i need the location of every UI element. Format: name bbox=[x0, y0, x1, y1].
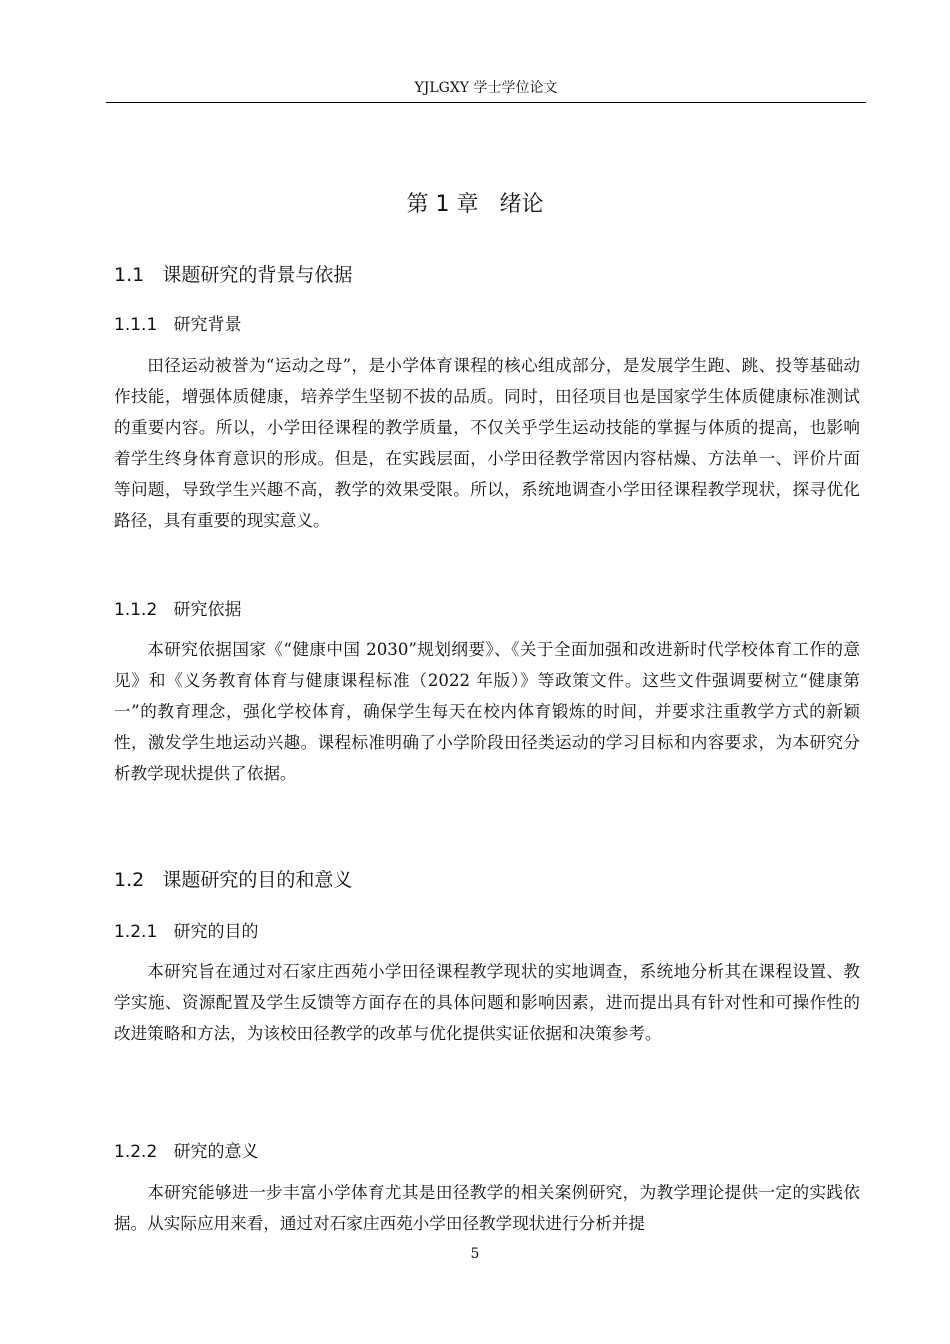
page-number: 5 bbox=[470, 1246, 480, 1262]
paragraph-research-significance: 本研究能够进一步丰富小学体育尤其是田径教学的相关案例研究，为教学理论提供一定的实践依据。从实际应用来看，通过对石家庄西苑小学田径教学现状进行分析并提 bbox=[114, 1183, 860, 1233]
section-heading-1-2: 1.2 课题研究的目的和意义 bbox=[114, 869, 353, 891]
subsection-heading-1-2-2: 1.2.2 研究的意义 bbox=[114, 1142, 259, 1162]
paragraph-research-purpose: 本研究旨在通过对石家庄西苑小学田径课程教学现状的实地调查，系统地分析其在课程设置、教学实施、资源配置及学生反馈等方面存在的具体问题和影响因素，进而提出具有针对性和可操作性的改进策略和方法，为该校田径教学的改革与优化提供实证依据和决策参考。 bbox=[114, 962, 860, 1043]
subsection-heading-1-1-1: 1.1.1 研究背景 bbox=[114, 315, 242, 335]
subsection-heading-1-1-2: 1.1.2 研究依据 bbox=[114, 600, 242, 620]
paragraph-research-background: 田径运动被誉为“运动之母”，是小学体育课程的核心组成部分，是发展学生跑、跳、投等基础动作技能，增强体质健康，培养学生坚韧不拔的品质。同时，田径项目也是国家学生体质健康标准测试的重要内容。所以，小学田径课程的教学质量，不仅关乎学生运动技能的掌握与体质的提高，也影响着学生终身体育意识的形成。但是，在实践层面，小学田径教学常因内容枯燥、方法单一、评价片面等问题，导致学生兴趣不高，教学的效果受限。所以，系统地调查小学田径课程教学现状，探寻优化路径，具有重要的现实意义。 bbox=[114, 356, 860, 530]
paragraph-research-basis: 本研究依据国家《“健康中国 2030”规划纲要》、《关于全面加强和改进新时代学校体育工作的意见》和《义务教育体育与健康课程标准（2022 年版）》等政策文件。这些文件强调要树立“健康第一”的教育理念，强化学校体育，确保学生每天在校内体育锻炼的时间，并要求注重教学方式的新颖性，激发学生地运动兴趣。课程标准明确了小学阶段田径类运动的学习目标和内容要求，为本研究分析教学现状提供了依据。 bbox=[114, 640, 860, 783]
subsection-heading-1-2-1: 1.2.1 研究的目的 bbox=[114, 922, 259, 942]
section-heading-1-1: 1.1 课题研究的背景与依据 bbox=[114, 264, 353, 286]
chapter-title: 第 1 章 绪论 bbox=[406, 192, 544, 217]
running-header: YJLGXY 学士学位论文 bbox=[106, 78, 866, 103]
